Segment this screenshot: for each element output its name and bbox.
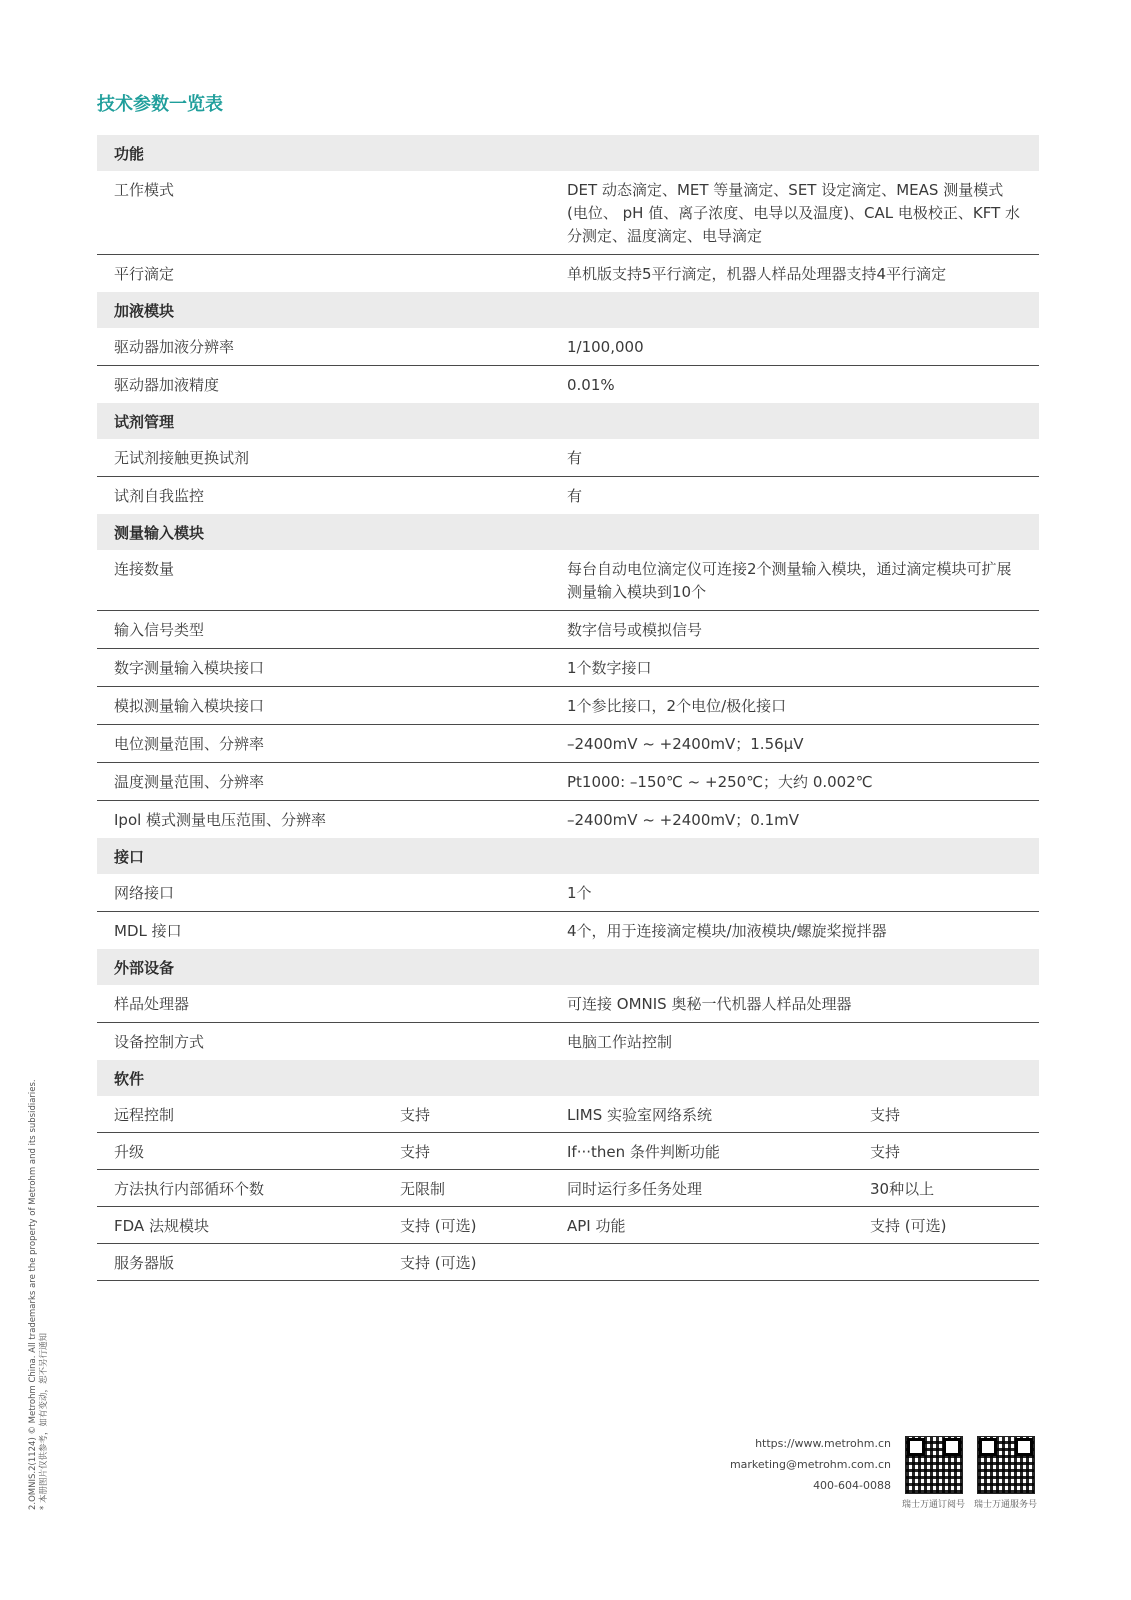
page-title: 技术参数一览表 <box>97 94 223 115</box>
software-support: 支持 <box>870 1143 901 1161</box>
qr-label: 瑞士万通订阅号 <box>902 1500 966 1510</box>
section-header: 测量输入模块 <box>97 514 1039 550</box>
spec-value: 有 <box>567 449 583 467</box>
spec-row <box>97 985 1039 1023</box>
spec-row <box>97 255 1039 292</box>
spec-key: Ipol 模式测量电压范围、分辨率 <box>114 811 327 829</box>
spec-row <box>97 801 1039 838</box>
spec-key: 输入信号类型 <box>114 621 205 639</box>
spec-value: –2400mV ~ +2400mV；0.1mV <box>567 811 799 829</box>
software-feature: 升级 <box>114 1143 145 1161</box>
software-row <box>97 1170 1039 1207</box>
software-feature: 远程控制 <box>114 1106 175 1124</box>
spec-value: –2400mV ~ +2400mV；1.56μV <box>567 735 804 753</box>
qr-code-icon <box>977 1436 1035 1494</box>
spec-row <box>97 1023 1039 1060</box>
spec-value: 有 <box>567 487 583 505</box>
section-header: 加液模块 <box>97 292 1039 328</box>
software-feature: 方法执行内部循环个数 <box>114 1180 265 1198</box>
spec-key: 网络接口 <box>114 884 175 902</box>
section-header: 外部设备 <box>97 949 1039 985</box>
side-legal-note <box>28 1060 50 1510</box>
spec-row <box>97 328 1039 366</box>
software-feature: 服务器版 <box>114 1254 175 1272</box>
website-link[interactable]: https://www.metrohm.cn <box>755 1437 891 1450</box>
spec-value: 1个参比接口，2个电位/极化接口 <box>567 697 787 715</box>
spec-row <box>97 439 1039 477</box>
software-feature: LIMS 实验室网络系统 <box>567 1106 713 1124</box>
disclaimer-text: * 本册图片仅供参考，如有变动，恕不另行通知 <box>39 1333 49 1510</box>
spec-value: 单机版支持5平行滴定，机器人样品处理器支持4平行滴定 <box>567 265 947 283</box>
section-header: 功能 <box>97 135 1039 171</box>
spec-value: 1/100,000 <box>567 338 644 356</box>
spec-row <box>97 171 1039 255</box>
contact-block <box>730 1433 891 1496</box>
spec-value: 1个 <box>567 884 592 902</box>
spec-value: 电脑工作站控制 <box>567 1033 673 1051</box>
spec-row <box>97 912 1039 949</box>
email-link[interactable]: marketing@metrohm.com.cn <box>729 1458 891 1471</box>
section-header: 接口 <box>97 838 1039 874</box>
spec-key: 平行滴定 <box>114 265 175 283</box>
spec-value: 数字信号或模拟信号 <box>567 621 703 639</box>
spec-value: Pt1000: –150℃ ~ +250℃；大约 0.002℃ <box>567 773 873 791</box>
software-support: 支持 (可选) <box>870 1217 947 1235</box>
software-feature: 同时运行多任务处理 <box>567 1180 703 1198</box>
qr-label: 瑞士万通服务号 <box>974 1500 1038 1510</box>
software-row <box>97 1244 1039 1281</box>
spec-key: 设备控制方式 <box>114 1033 205 1051</box>
spec-row <box>97 725 1039 763</box>
spec-key: 驱动器加液精度 <box>114 376 220 394</box>
software-row <box>97 1096 1039 1133</box>
software-support: 无限制 <box>400 1180 446 1198</box>
phone-number: 400-604-0088 <box>813 1479 891 1492</box>
spec-value: 可连接 OMNIS 奥秘一代机器人样品处理器 <box>567 995 852 1013</box>
software-feature <box>567 1244 870 1280</box>
spec-value: DET 动态滴定、MET 等量滴定、SET 设定滴定、MEAS 测量模式 (电位、 pH 值、离子浓度、电导以及温度)、CAL 电极校正、KFT 水分测定、温度滴定、电导滴定 <box>567 181 1021 245</box>
software-row <box>97 1207 1039 1244</box>
spec-row <box>97 550 1039 611</box>
software-support: 支持 (可选) <box>400 1254 477 1272</box>
spec-key: 电位测量范围、分辨率 <box>114 735 265 753</box>
spec-key: 工作模式 <box>114 181 175 199</box>
software-support: 支持 <box>400 1106 431 1124</box>
spec-key: 样品处理器 <box>114 995 190 1013</box>
software-support: 支持 <box>870 1106 901 1124</box>
spec-key: 连接数量 <box>114 560 175 578</box>
software-feature: If···then 条件判断功能 <box>567 1143 720 1161</box>
spec-value: 1个数字接口 <box>567 659 652 677</box>
software-feature: API 功能 <box>567 1217 626 1235</box>
spec-value: 每台自动电位滴定仪可连接2个测量输入模块，通过滴定模块可扩展测量输入模块到10个 <box>567 560 1012 601</box>
software-support: 支持 (可选) <box>400 1217 477 1235</box>
software-row <box>97 1133 1039 1170</box>
spec-key: 模拟测量输入模块接口 <box>114 697 265 715</box>
software-feature: FDA 法规模块 <box>114 1217 209 1235</box>
spec-key: 温度测量范围、分辨率 <box>114 773 265 791</box>
spec-row <box>97 687 1039 725</box>
spec-row <box>97 649 1039 687</box>
spec-value: 4个，用于连接滴定模块/加液模块/螺旋桨搅拌器 <box>567 922 887 940</box>
spec-key: 驱动器加液分辨率 <box>114 338 235 356</box>
software-support <box>870 1244 1039 1280</box>
spec-key: 无试剂接触更换试剂 <box>114 449 250 467</box>
software-support: 30种以上 <box>870 1180 935 1198</box>
spec-table <box>97 135 1039 1281</box>
spec-key: 数字测量输入模块接口 <box>114 659 265 677</box>
software-support: 支持 <box>400 1143 431 1161</box>
spec-key: MDL 接口 <box>114 922 182 940</box>
spec-row <box>97 611 1039 649</box>
spec-row <box>97 874 1039 912</box>
section-header: 软件 <box>97 1060 1039 1096</box>
section-header: 试剂管理 <box>97 403 1039 439</box>
spec-row <box>97 763 1039 801</box>
spec-value: 0.01% <box>567 376 615 394</box>
spec-key: 试剂自我监控 <box>114 487 205 505</box>
spec-row <box>97 366 1039 403</box>
qr-code-icon <box>905 1436 963 1494</box>
spec-row <box>97 477 1039 514</box>
copyright-text: 2.OMNIS.2(1124) © Metrohm China. All trademarks are the property of Metrohm and its subsidiaries. <box>28 1079 38 1510</box>
